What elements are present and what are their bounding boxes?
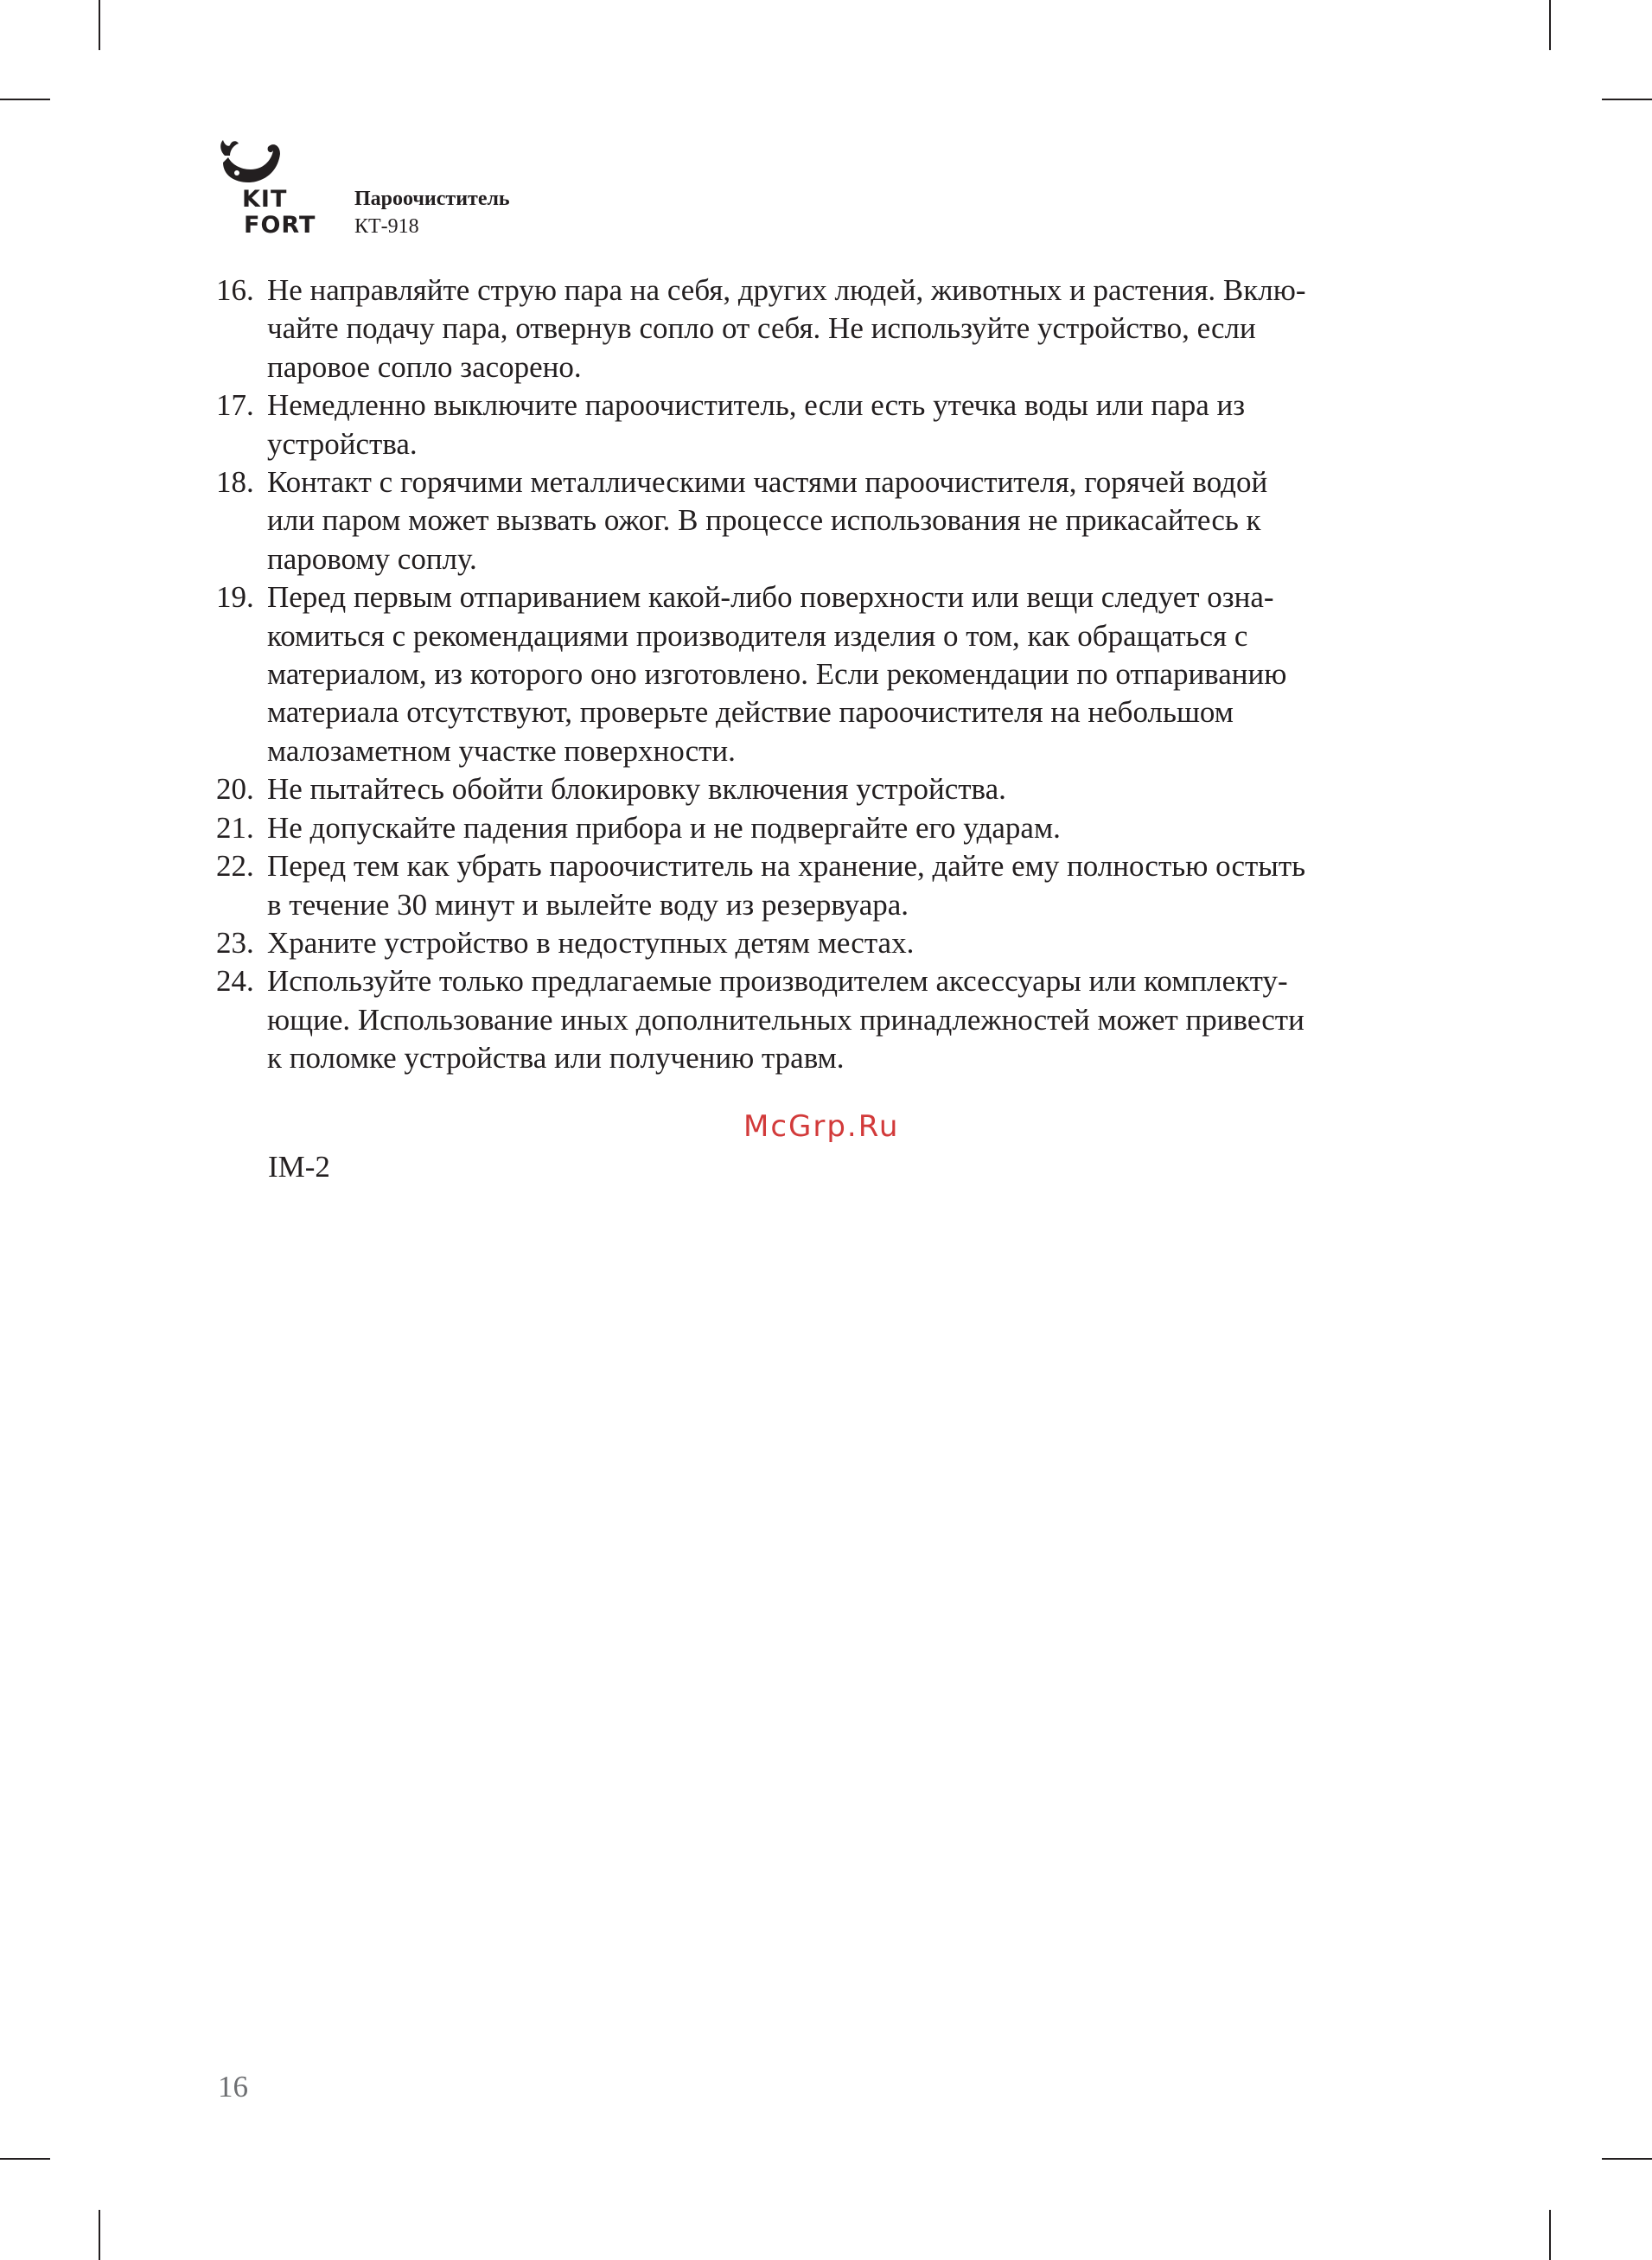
item-line: Храните устройство в недоступных детям местах. <box>267 925 915 960</box>
item-line: Не допускайте падения прибора и не подвергайте его ударам. <box>267 810 1061 845</box>
list-item <box>216 271 1461 386</box>
item-line: Используйте только предлагаемые производителем аксессуары или комплекту- <box>267 964 1288 999</box>
list-item <box>216 962 1461 1077</box>
safety-instructions-list <box>216 271 1461 1078</box>
list-item <box>216 770 1461 808</box>
crop-mark <box>99 2210 100 2260</box>
item-number: 18. <box>216 465 254 500</box>
item-line: комиться с рекомендациями производителя изделия о том, как обращаться с <box>267 618 1248 653</box>
product-name: Пароочиститель <box>354 188 510 210</box>
document-code: IM-2 <box>268 1150 330 1184</box>
item-number: 20. <box>216 772 254 807</box>
item-line: паровому соплу. <box>267 541 477 576</box>
watermark-link[interactable]: McGrp.Ru <box>743 1109 900 1144</box>
item-line: к поломке устройства или получению травм. <box>267 1041 845 1076</box>
item-number: 21. <box>216 810 254 845</box>
crop-mark <box>99 0 100 50</box>
item-line: малозаметном участке поверхности. <box>267 733 736 768</box>
item-line: Контакт с горячими металлическими частями пароочистителя, горячей водой <box>267 465 1268 500</box>
list-item <box>216 578 1461 770</box>
item-number: 17. <box>216 388 254 423</box>
product-info <box>354 185 700 240</box>
item-line: материалом, из которого оно изготовлено. Если рекомендации по отпариванию <box>267 657 1287 692</box>
item-line: Перед тем как убрать пароочиститель на хранение, дайте ему полностью остыть <box>267 849 1306 884</box>
list-item <box>216 924 1461 962</box>
list-item <box>216 463 1461 578</box>
crop-mark <box>1602 99 1652 100</box>
item-number: 19. <box>216 580 254 615</box>
item-line: устройства. <box>267 426 418 461</box>
item-line: материала отсутствуют, проверьте действие пароочистителя на небольшом <box>267 695 1234 730</box>
crop-mark <box>0 99 50 100</box>
item-line: Не пытайтесь обойти блокировку включения устройства. <box>267 772 1006 807</box>
item-line: Перед первым отпариванием какой-либо поверхности или вещи следует озна- <box>267 580 1274 615</box>
item-line: Немедленно выключите пароочиститель, если есть утечка воды или пара из <box>267 388 1246 423</box>
page-number: 16 <box>218 2070 248 2104</box>
crop-mark <box>1549 0 1551 50</box>
item-number: 22. <box>216 849 254 884</box>
whale-icon <box>218 137 284 187</box>
logo-text-fort: FORT <box>244 212 316 239</box>
item-line: чайте подачу пара, отвернув сопло от себя. Не используйте устройство, если <box>267 311 1256 346</box>
item-number: 16. <box>216 273 254 307</box>
crop-mark <box>1602 2158 1652 2160</box>
item-number: 24. <box>216 964 254 999</box>
list-item <box>216 386 1461 463</box>
item-line: Не направляйте струю пара на себя, других людей, животных и растения. Вклю- <box>267 273 1306 307</box>
item-number: 23. <box>216 925 254 960</box>
item-line: или паром может вызвать ожог. В процессе использования не прикасайтесь к <box>267 503 1261 538</box>
list-item <box>216 809 1461 847</box>
item-line: ющие. Использование иных дополнительных принадлежностей может привести <box>267 1002 1304 1037</box>
item-line: в течение 30 минут и вылейте воду из резервуара. <box>267 887 909 922</box>
logo-text-kit: KIT <box>242 186 288 213</box>
crop-mark <box>1549 2210 1551 2260</box>
list-item <box>216 847 1461 924</box>
kitfort-logo <box>216 137 328 240</box>
product-model: КТ-918 <box>354 215 419 238</box>
item-line: паровое сопло засорено. <box>267 349 582 384</box>
crop-mark <box>0 2158 50 2160</box>
